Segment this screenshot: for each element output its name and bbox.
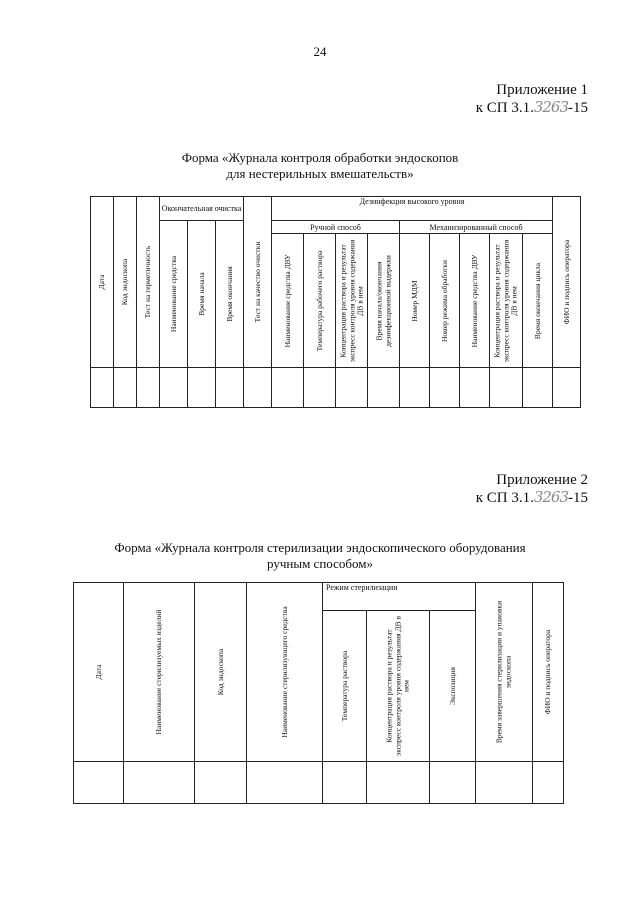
- appendix2-reference: [476, 489, 588, 507]
- col-end-time: Время окончания: [216, 221, 244, 368]
- col-mech-hld-agent: Наименование средства ДВУ: [460, 234, 490, 368]
- appendix1-header: [476, 82, 588, 117]
- appendix1-ref-handwritten: 3263: [533, 98, 568, 116]
- col-exposure: Экспозиция: [430, 611, 476, 762]
- appendix1-title-line1: Форма «Журнала контроля обработки эндоскопов: [181, 150, 459, 165]
- col-mech-concentration-control: Концентрация раствора и результат экспресс контроля уровня содержания ДВ в нем: [490, 234, 523, 368]
- col-manual-hld-agent: Наименование средства ДВУ: [272, 234, 304, 368]
- appendix2-title-line1: Форма «Журнала контроля стерилизации эндоскопического оборудования: [114, 540, 526, 555]
- appendix1-ref-suffix: -15: [568, 100, 588, 116]
- appendix2-ref-suffix: -15: [568, 490, 588, 506]
- group-mechanized-method: Механизированный способ: [400, 221, 553, 234]
- col-endoscope-code: Код эндоскопа: [195, 583, 247, 762]
- table-row: [91, 368, 581, 408]
- col-cleaning-agent: Наименование средства: [160, 221, 188, 368]
- appendix2-header: [476, 472, 588, 507]
- col-sterilant-name: Наименование стерилизующего средства: [247, 583, 323, 762]
- col-date: Дата: [74, 583, 124, 762]
- appendix2-journal-table: [73, 582, 564, 804]
- col-manual-concentration-control: Концентрация раствора и результат экспресс контроля уровня содержания ДВ в нем: [336, 234, 368, 368]
- col-mdm-number: Номер МДМ: [400, 234, 430, 368]
- appendix1-ref-prefix: к СП 3.1.: [475, 100, 534, 116]
- group-sterilization-mode: Режим стерилизации: [323, 583, 476, 611]
- col-leak-test: Тест на герметичность: [137, 197, 160, 368]
- appendix2-ref-handwritten: 3263: [533, 488, 568, 506]
- group-high-level-disinfection: Дезинфекция высокого уровня: [272, 197, 553, 221]
- appendix1-title: [0, 150, 640, 182]
- col-processing-mode-number: Номер режима обработки: [430, 234, 460, 368]
- col-concentration-control: Концентрация раствора и результат экспресс контроля уровня содержания ДВ в нем: [367, 611, 430, 762]
- page-number: 24: [313, 44, 327, 59]
- appendix1-title-line2: для нестерильных вмешательств»: [226, 166, 414, 181]
- col-operator-signature: ФИО и подпись оператора: [533, 583, 564, 762]
- col-sterilization-end-time: Время завершения стерилизации и упаковки эндоскопа: [476, 583, 533, 762]
- col-cycle-end-time: Время окончания цикла: [523, 234, 553, 368]
- col-manual-exposure-time: Время начала/окончания дезинфекционной выдержки: [368, 234, 400, 368]
- appendix1-journal-table: [90, 196, 581, 408]
- col-cleaning-quality-test: Тест на качество очистки: [244, 197, 272, 368]
- appendix2-title: [0, 540, 640, 572]
- col-solution-temperature: Температура раствора: [323, 611, 367, 762]
- col-date: Дата: [91, 197, 114, 368]
- col-endoscope-code: Код эндоскопа: [114, 197, 137, 368]
- appendix2-ref-prefix: к СП 3.1.: [475, 490, 534, 506]
- appendix2-label: Приложение 2: [496, 472, 588, 488]
- table-row: [74, 762, 564, 804]
- col-sterilized-items: Наименование стерилизуемых изделий: [124, 583, 195, 762]
- col-operator-signature: ФИО и подпись оператора: [553, 197, 581, 368]
- group-final-cleaning: Окончательная очистка: [160, 197, 244, 221]
- group-manual-method: Ручной способ: [272, 221, 400, 234]
- appendix2-title-line2: ручным способом»: [267, 556, 373, 571]
- col-manual-solution-temperature: Температура рабочего раствора: [304, 234, 336, 368]
- appendix1-label: Приложение 1: [496, 82, 588, 98]
- col-start-time: Время начала: [188, 221, 216, 368]
- appendix1-reference: [476, 99, 588, 117]
